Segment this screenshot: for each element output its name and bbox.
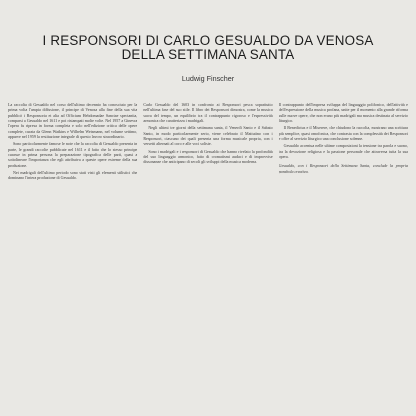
paragraph: La raccolta di Gesualdo nel corso dell'ultimo decennio ha conosciuto per la prima volta l'ampia diffusione, il principe di Venosa alla fine della sua vita pubblicò i Responsoria et alia ad Officium Hebdomadae Sanctae spectantia, comparsi a Gesualdo nel 1611 e poi ristampati molte volte. Nel 1957 a Ginevra l'opera fu ripresa in forma completa e solo nell'edizione critica delle opere complete, curata da Glenn Watkins e Wilhelm Weismann, nel volume settimo, apparve nel 1959 la restituzione integrale di questo lavoro straordinario. [8,102,138,140]
paragraph: Negli ultimi tre giorni della settimana santa, il Venerdì Santo e il Sabato Santo, in modo particolarmente serio, viene celebrato il Mattutino con i Responsori, ciascuno dei quali presenta una forma musicale propria, con i versetti alternati al coro e alle voci soliste. [143,125,273,147]
text-columns [8,102,408,406]
paragraph: Sono particolarmente famose le note che la raccolta di Gesualdo presenta in parte, le grandi raccolte pubblicate nel 1611 e il fatto che lo stesso principe curasse in prima persona la preparazione tipografica delle parti, quasi a sottolineare l'importanza che egli attribuiva a queste opere estreme della sua produzione. [8,141,138,168]
text-column-1 [8,102,137,406]
paragraph: Il Benedictus e il Miserere, che chiudono la raccolta, mostrano una scrittura più semplice, quasi omofonica, che contrasta con la complessità dei Responsori e offre al servizio liturgico una conclusione solenne. [278,125,408,142]
author-byline: Ludwig Finscher [181,74,235,83]
paragraph: Nei madrigali dell'ultimo periodo sono stati visti gli elementi stilistici che dominano l'intera produzione di Gesualdo. [8,170,138,181]
closing-note: Gesualdo, con i Responsori della Settimana Santa, conclude la propria parabola creativa. [278,163,408,174]
title-line-2: DELLA SETTIMANA SANTA [121,47,295,62]
text-column-2 [143,102,272,406]
title-line-1: I RESPONSORI DI CARLO GESUALDO DA VENOSA [42,33,374,48]
paragraph: Il contrappunto dell'impresa sviluppa del linguaggio polifonico, dell'attività e dell'espressione della musica profana, unite per il momento alla grande riforma sulle nuove opere, che non erano più madrigali ma musica destinata al servizio liturgico. [278,102,408,124]
text-column-3 [279,102,408,406]
paragraph: Sono i madrigali e i responsori di Gesualdo che hanno rivelato la profondità del suo linguaggio armonico, fatto di cromatismi audaci e di improvvise dissonanze che anticipano di secoli gli sviluppi della musica moderna. [143,148,273,165]
paragraph: Gesualdo accentua nelle ultime composizioni la tensione tra parola e suono, tra la devozione religiosa e la passione personale che attraversa tutta la sua opera. [278,143,408,160]
paragraph: Carlo Gesualdo del 1603 in confronto ai Responsori pesca soprattutto nell'ultima fase del suo stile. Il libro dei Responsori dimostra, come la musica sacra del tempo, un equilibrio tra il contrappunto rigoroso e l'espressività armonica che caratterizza i madrigali. [143,102,273,124]
